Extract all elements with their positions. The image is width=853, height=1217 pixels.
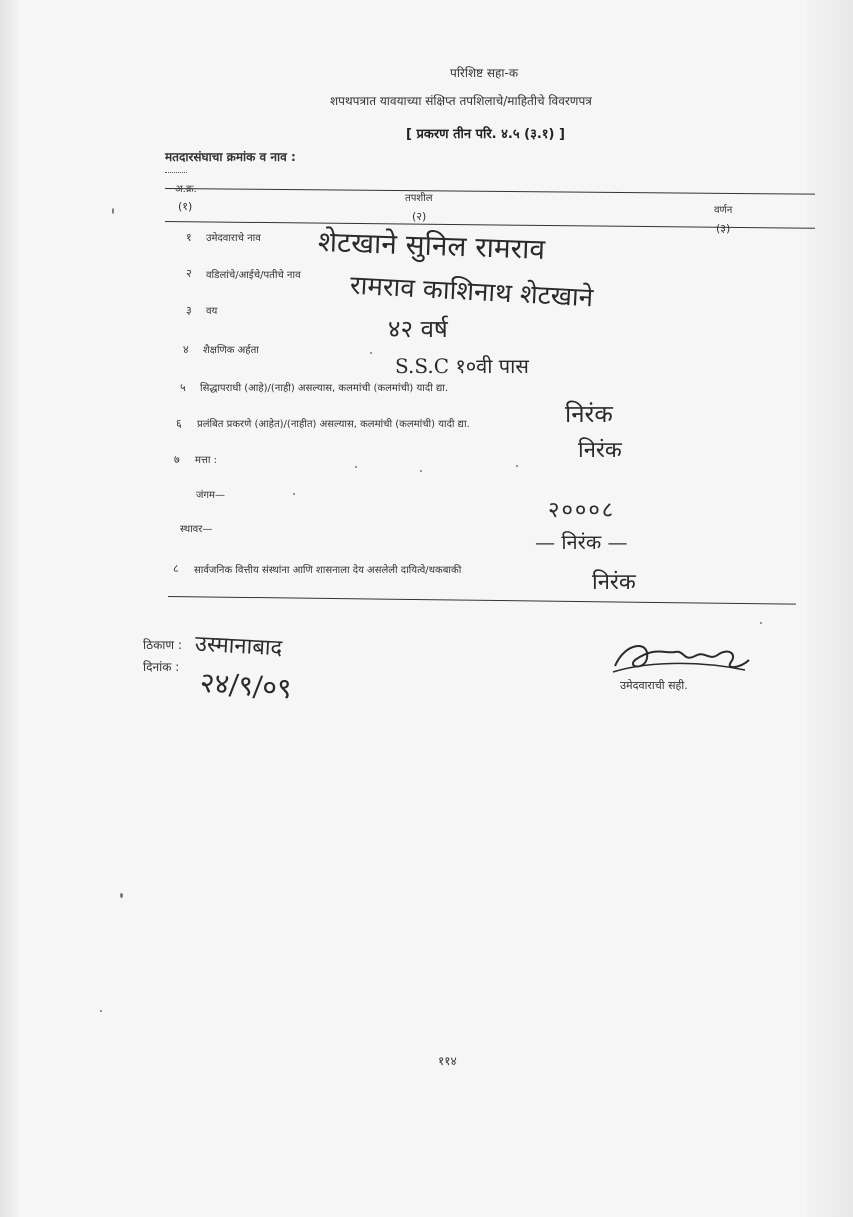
scan-speck bbox=[120, 893, 123, 898]
header-tick bbox=[165, 172, 187, 173]
row-1-number: १ bbox=[186, 231, 192, 244]
row-8-label: सार्वजनिक वित्तीय संस्थांना आणि शासनाला देय असलेली दायित्वे/थकबाकी bbox=[194, 565, 462, 576]
column-desc-label: वर्णन bbox=[714, 205, 733, 216]
row-1-value: शेटखाने सुनिल रामराव bbox=[317, 225, 546, 266]
place-value: उस्मानाबाद bbox=[194, 631, 283, 662]
row-1-label: उमेदवाराचे नाव bbox=[206, 233, 261, 244]
scan-edge-left bbox=[0, 0, 20, 1217]
row-8-value: निरंक bbox=[592, 570, 636, 595]
signature-label: उमेदवाराची सही. bbox=[620, 679, 688, 692]
row-4-label: शैक्षणिक अर्हता bbox=[203, 345, 259, 356]
document-title: शपथपत्रात यावयाच्या संक्षिप्त तपशिलाचे/माहितीचे विवरणपत्र bbox=[330, 94, 592, 108]
row-7-label: मत्ता : bbox=[195, 455, 218, 466]
date-value: २४/९/०९ bbox=[198, 665, 293, 706]
movable-assets-value: २०००८ bbox=[548, 498, 616, 523]
scan-edge-right bbox=[807, 0, 853, 1217]
scan-speck bbox=[100, 1010, 102, 1012]
row-8-number: ८ bbox=[173, 562, 179, 575]
row-4-value: S.S.C १०वी पास bbox=[395, 354, 529, 378]
table-top-rule bbox=[165, 188, 815, 195]
row-5-label: सिद्धापराधी (आहे)/(नाही) असल्यास, कलमांची (कलमांची) यादी द्या. bbox=[200, 383, 449, 394]
date-label: दिनांक : bbox=[143, 660, 180, 674]
movable-assets-label: जंगम— bbox=[196, 490, 226, 501]
row-2-number: २ bbox=[186, 267, 192, 280]
scan-speck bbox=[516, 465, 518, 467]
column-detail-label: तपशील bbox=[405, 193, 433, 204]
row-5-value: निरंक bbox=[565, 400, 613, 428]
scan-speck bbox=[112, 208, 114, 214]
scan-speck bbox=[293, 493, 295, 495]
row-5-number: ५ bbox=[180, 381, 186, 394]
scan-speck bbox=[760, 622, 762, 624]
scan-speck bbox=[355, 466, 357, 468]
document-subtitle: [ प्रकरण तीन परि. ४.५ (३.१) ] bbox=[406, 127, 565, 142]
row-2-label: वडिलांचे/आईचे/पतीचे नाव bbox=[206, 270, 301, 281]
row-2-value: रामराव काशिनाथ शेटखाने bbox=[349, 270, 594, 314]
table-bottom-rule bbox=[168, 596, 796, 605]
row-3-value: ४२ वर्ष bbox=[388, 315, 448, 343]
scan-speck bbox=[370, 352, 372, 354]
scan-speck bbox=[420, 470, 422, 472]
annex-label: परिशिष्ट सहा-क bbox=[450, 66, 519, 80]
constituency-label: मतदारसंघाचा क्रमांक व नाव : bbox=[165, 150, 296, 164]
column-sr-label: अ.क्र. bbox=[175, 184, 197, 195]
column-detail-num: (२) bbox=[412, 210, 427, 223]
row-3-number: ३ bbox=[186, 304, 192, 317]
row-6-number: ६ bbox=[176, 417, 182, 430]
page-number: ११४ bbox=[438, 1054, 457, 1068]
place-label: ठिकाण : bbox=[143, 638, 182, 652]
row-3-label: वय bbox=[206, 306, 218, 317]
candidate-signature bbox=[605, 632, 755, 678]
row-6-value: निरंक bbox=[578, 438, 622, 463]
immovable-assets-label: स्थावर— bbox=[180, 524, 213, 535]
column-sr-num: (१) bbox=[178, 200, 193, 213]
row-6-label: प्रलंबित प्रकरणे (आहेत)/(नाहीत) असल्यास, कलमांची (कलमांची) यादी द्या. bbox=[197, 419, 470, 430]
immovable-assets-value: — निरंक — bbox=[535, 530, 628, 554]
row-7-number: ७ bbox=[174, 453, 180, 466]
column-desc-num: (३) bbox=[716, 222, 731, 235]
row-4-number: ४ bbox=[183, 343, 189, 356]
